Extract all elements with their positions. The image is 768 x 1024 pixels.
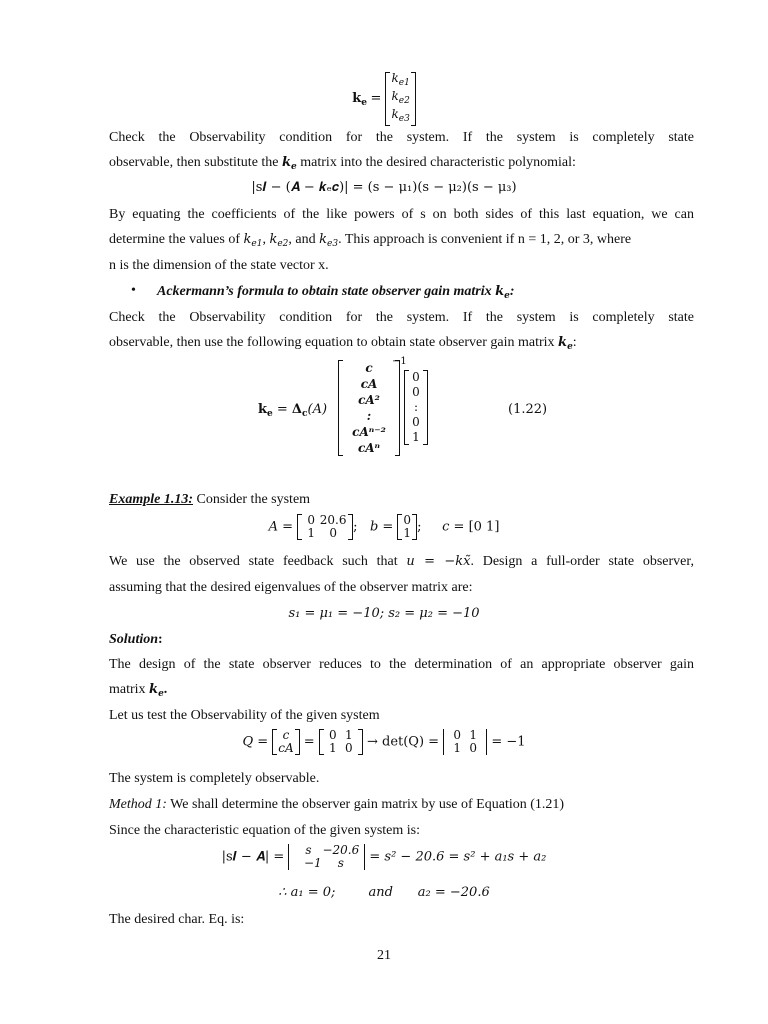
unit-0b: 0 [412,385,420,399]
equation-number: (1.22) [508,402,548,417]
ackermann-arg: (A) [307,402,328,417]
ackermann-heading-ke-sub: e [504,291,510,301]
D-11: s [305,843,312,857]
stack-c: c [365,361,373,375]
ke-symbol: k [352,91,362,107]
unit-0a: 0 [412,370,420,384]
D-21: −1 [304,856,322,870]
para8: Since the characteristic equation of the given system is: [109,823,421,838]
Q-22: 0 [345,741,353,755]
ke2-symbol: k [391,89,399,103]
A-12: 20.6 [319,513,347,527]
example-label: Example 1.13: [109,492,193,507]
ackermann-delta-sub: c [302,409,308,419]
para2-ke1: k [243,232,252,247]
Q-stack [272,729,299,755]
bullet-glyph: • [131,283,136,298]
para2-line2 [109,231,694,253]
para2-line3: n is the dimension of the state vector x. [109,258,329,273]
para4-line1 [109,553,694,570]
coeff-a2: a₂ = −20.6 [417,885,490,900]
para4-text-a: We use the observed state feedback such that [109,554,407,569]
method-line [109,796,694,813]
characteristic-equation: |s𝑰 − (𝑨 − 𝒌ₑ𝒄)| = (s − μ₁)(s − μ₂)(s − μ₃) [251,180,517,195]
para2-ke2: k [269,232,278,247]
para2-comma: , [262,232,270,247]
para3-line2 [109,334,694,356]
det-21: 1 [453,741,462,755]
para5-dot: . [163,682,168,697]
ke1-symbol: k [391,71,399,85]
ke-subscript: e [361,98,367,109]
c-vector: [0 1] [468,519,500,535]
para9: The desired char. Eq. is: [109,912,245,927]
Q-stack-cA: cA [278,741,294,755]
para4-text-b: . Design a full-order state observer, [470,554,694,569]
A-22: 0 [329,526,337,540]
unit-0c: 0 [412,415,420,429]
para2-and: , and [288,232,320,247]
para3-colon: : [572,335,577,350]
b-1: 0 [403,513,412,527]
ke2-subscript: e2 [398,96,410,106]
ke3-symbol: k [391,107,399,121]
ackermann-ke: k [258,402,268,417]
para2-line1: By equating the coefficients of the like powers of s on both sides of this last equation, we can [109,207,694,222]
para2-ke3: k [319,232,328,247]
unit-vector [404,370,428,445]
ackermann-heading [157,283,697,305]
sep2: ; [417,519,422,535]
example-text: Consider the system [193,492,311,507]
Q-12: 1 [345,728,353,742]
c-lhs: c = [442,519,469,535]
ke3-subscript: e3 [398,114,410,124]
example-line [109,491,694,508]
stack-cAn-2: cAⁿ⁻² [352,425,386,439]
unit-1: 1 [412,430,420,444]
b-2: 1 [403,526,412,540]
char-equation-det [0,844,768,870]
para3-text-a: observable, then use the following equation to obtain state observer gain matrix [109,335,559,350]
para3-ke: k [558,335,568,350]
A-matrix [297,514,353,540]
method-text: We shall determine the observer gain matrix by use of Equation (1.21) [166,797,565,812]
eigenvalues: s₁ = μ₁ = −10; s₂ = μ₂ = −10 [288,606,480,621]
ke1-subscript: e1 [398,78,410,88]
para1-line2 [109,154,694,176]
Q-lhs: Q = [242,734,273,750]
observability-equation [0,729,768,755]
ke-vector-matrix [385,72,415,126]
Q-determinant [443,729,487,755]
b-lhs: b = [369,519,398,535]
para7: The system is completely observable. [109,771,320,786]
A-11: 0 [307,513,315,527]
Q-21: 1 [329,741,337,755]
b-vector [397,514,417,540]
coeff-a1: ∴ a₁ = 0; [278,885,336,900]
chareq-lhs: |s𝑰 − 𝑨| = [221,849,289,865]
para3-ke-sub: e [567,342,573,352]
para1-ke-symbol: k [282,155,292,170]
ackermann-ke-sub: e [267,409,273,419]
ackermann-obs-matrix [338,360,400,456]
page-number: 21 [377,948,391,963]
para5-ke-sub: e [158,689,164,699]
para5-line1: The design of the state observer reduces to the determination of an appropriate observer gain [109,657,694,672]
Q-stack-c: c [282,728,290,742]
ke-vector-equation: $k_e$ = $k_{e1}$ $k_{e2}$ $k_{e3}$ [0,72,768,126]
det-11: 0 [453,728,462,742]
solution-heading [109,631,694,648]
solution-label: Solution [109,632,159,647]
ackermann-equation [258,356,588,460]
D-22: s [337,856,344,870]
para2-ke1-sub: e1 [251,239,263,249]
para1-ke-sub: e [291,162,297,172]
ackermann-delta: Δ [291,402,303,417]
chareq-determinant [288,844,365,870]
coeff-and: and [368,885,393,900]
para3-line1: Check the Observability condition for the system. If the system is completely state [109,310,694,325]
sep1: ; [353,519,358,535]
A-21: 1 [307,526,315,540]
para1-text-b: matrix into the desired characteristic polynomial: [296,155,576,170]
Q-11: 0 [329,728,337,742]
det-22: 0 [469,741,478,755]
para2-text-b: . This approach is convenient if n = 1, 2, or 3, where [338,232,632,247]
det-result: = −1 [491,734,526,750]
stack-dots: : [366,409,372,423]
det-arrow: → det(Q) = [366,734,444,750]
stack-cA2: cA² [358,393,380,407]
coefficients [0,884,768,902]
para4-line2: assuming that the desired eigenvalues of the observer matrix are: [109,580,473,595]
Q-equals: = [303,734,319,750]
ackermann-heading-text: Ackermann’s formula to obtain state observer gain matrix [157,284,496,299]
para2-ke2-sub: e2 [277,239,289,249]
para5-line2 [109,681,694,703]
para1-line1: Check the Observability condition for the system. If the system is completely state [109,130,694,145]
ackermann-heading-colon: : [509,284,515,299]
Q-matrix [319,729,363,755]
method-label: Method 1: [109,797,167,812]
det-12: 1 [469,728,478,742]
ackermann-heading-ke: k [495,284,505,299]
unit-dots: : [413,400,419,414]
stack-cA: cA [360,377,378,391]
para6: Let us test the Observability of the given system [109,708,380,723]
para2-ke3-sub: e3 [327,239,339,249]
D-12: −20.6 [322,843,360,857]
para5-ke: k [149,682,159,697]
para5-text-a: matrix [109,682,150,697]
system-matrices [0,514,768,540]
solution-colon: : [158,632,163,647]
ackermann-equals: = [272,402,292,417]
A-lhs: A = [268,519,298,535]
stack-cAn: cAⁿ [357,441,381,455]
inverse-exponent: −1 [392,356,407,367]
para2-text-a: determine the values of [109,232,244,247]
para1-text-a: observable, then substitute the [109,155,283,170]
chareq-rhs: = s² − 20.6 = s² + a₁s + a₂ [369,849,547,865]
feedback-law: u = −kx̃ [406,554,471,569]
